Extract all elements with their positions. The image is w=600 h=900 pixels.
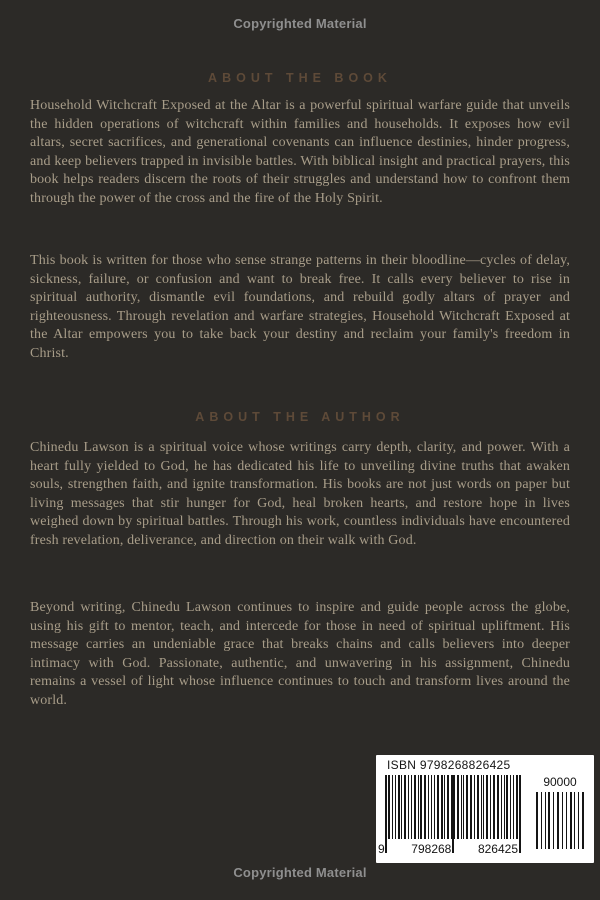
about-the-author-heading: ABOUT THE AUTHOR <box>195 410 405 424</box>
barcode-digits <box>378 842 518 856</box>
copyright-top-label: Copyrighted Material <box>233 16 367 31</box>
book-description-paragraph-2: This book is written for those who sense strange patterns in their bloodline—cycles of delay, sickness, failure, or confusion and want to break free. It calls every believer to rise in spiritual authority, dismantle evil foundations, and rebuild godly altars of prayer and righteousness. Through revelation and warfare strategies, Household Witchcraft Exposed at the Altar empowers you to take back your destiny and reclaim your family's freedom in Christ. <box>30 253 570 361</box>
barcode-supplement-value: 90000 <box>543 775 577 789</box>
author-bio-paragraph-2: Beyond writing, Chinedu Lawson continues to inspire and guide people across the globe, using his gift to mentor, teach, and intercede for those in need of spiritual upliftment. His message carries an undeniable grace that breaks chains and calls believers into deeper intimacy with God. Passionate, authentic, and unwavering in his assignment, Chinedu remains a vessel of light whose influence continues to touch and transform lives around the world. <box>30 600 570 708</box>
barcode-digits-group2: 826425 <box>477 842 518 856</box>
barcode-supplement <box>535 775 585 860</box>
barcode-main <box>378 775 521 860</box>
barcode-bars-supplement <box>536 792 584 849</box>
book-description-paragraph-1: Household Witchcraft Exposed at the Altar is a powerful spiritual warfare guide that unveils the hidden operations of witchcraft within families and households. It exposes how evil altars, secret sacrifices, and generational covenants can influence destinies, hinder progress, and keep believers trapped in invisible battles. With biblical insight and practical prayers, this book helps readers discern the roots of their struggles and understand how to confront them through the power of the cross and the fire of the Holy Spirit. <box>30 98 570 206</box>
barcode-box <box>376 755 594 863</box>
barcode-guard-right-icon <box>519 775 521 853</box>
barcode-digits-group1: 798268 <box>411 842 452 856</box>
isbn-label: ISBN 9798268826425 <box>387 758 511 772</box>
barcode-digit-left: 9 <box>378 842 385 856</box>
copyright-bottom-label: Copyrighted Material <box>233 865 367 880</box>
about-the-book-heading: ABOUT THE BOOK <box>208 71 392 85</box>
author-bio-paragraph-1: Chinedu Lawson is a spiritual voice whose writings carry depth, clarity, and power. With a heart fully yielded to God, he has dedicated his life to unveiling divine truths that awaken souls, strengthen faith, and ignite transformation. His books are not just words on paper but living messages that stir hunger for God, heal broken hearts, and restore hope in lives weighed down by spiritual battles. Through his work, countless individuals have encountered fresh revelation, deliverance, and direction on their walk with God. <box>30 440 570 548</box>
